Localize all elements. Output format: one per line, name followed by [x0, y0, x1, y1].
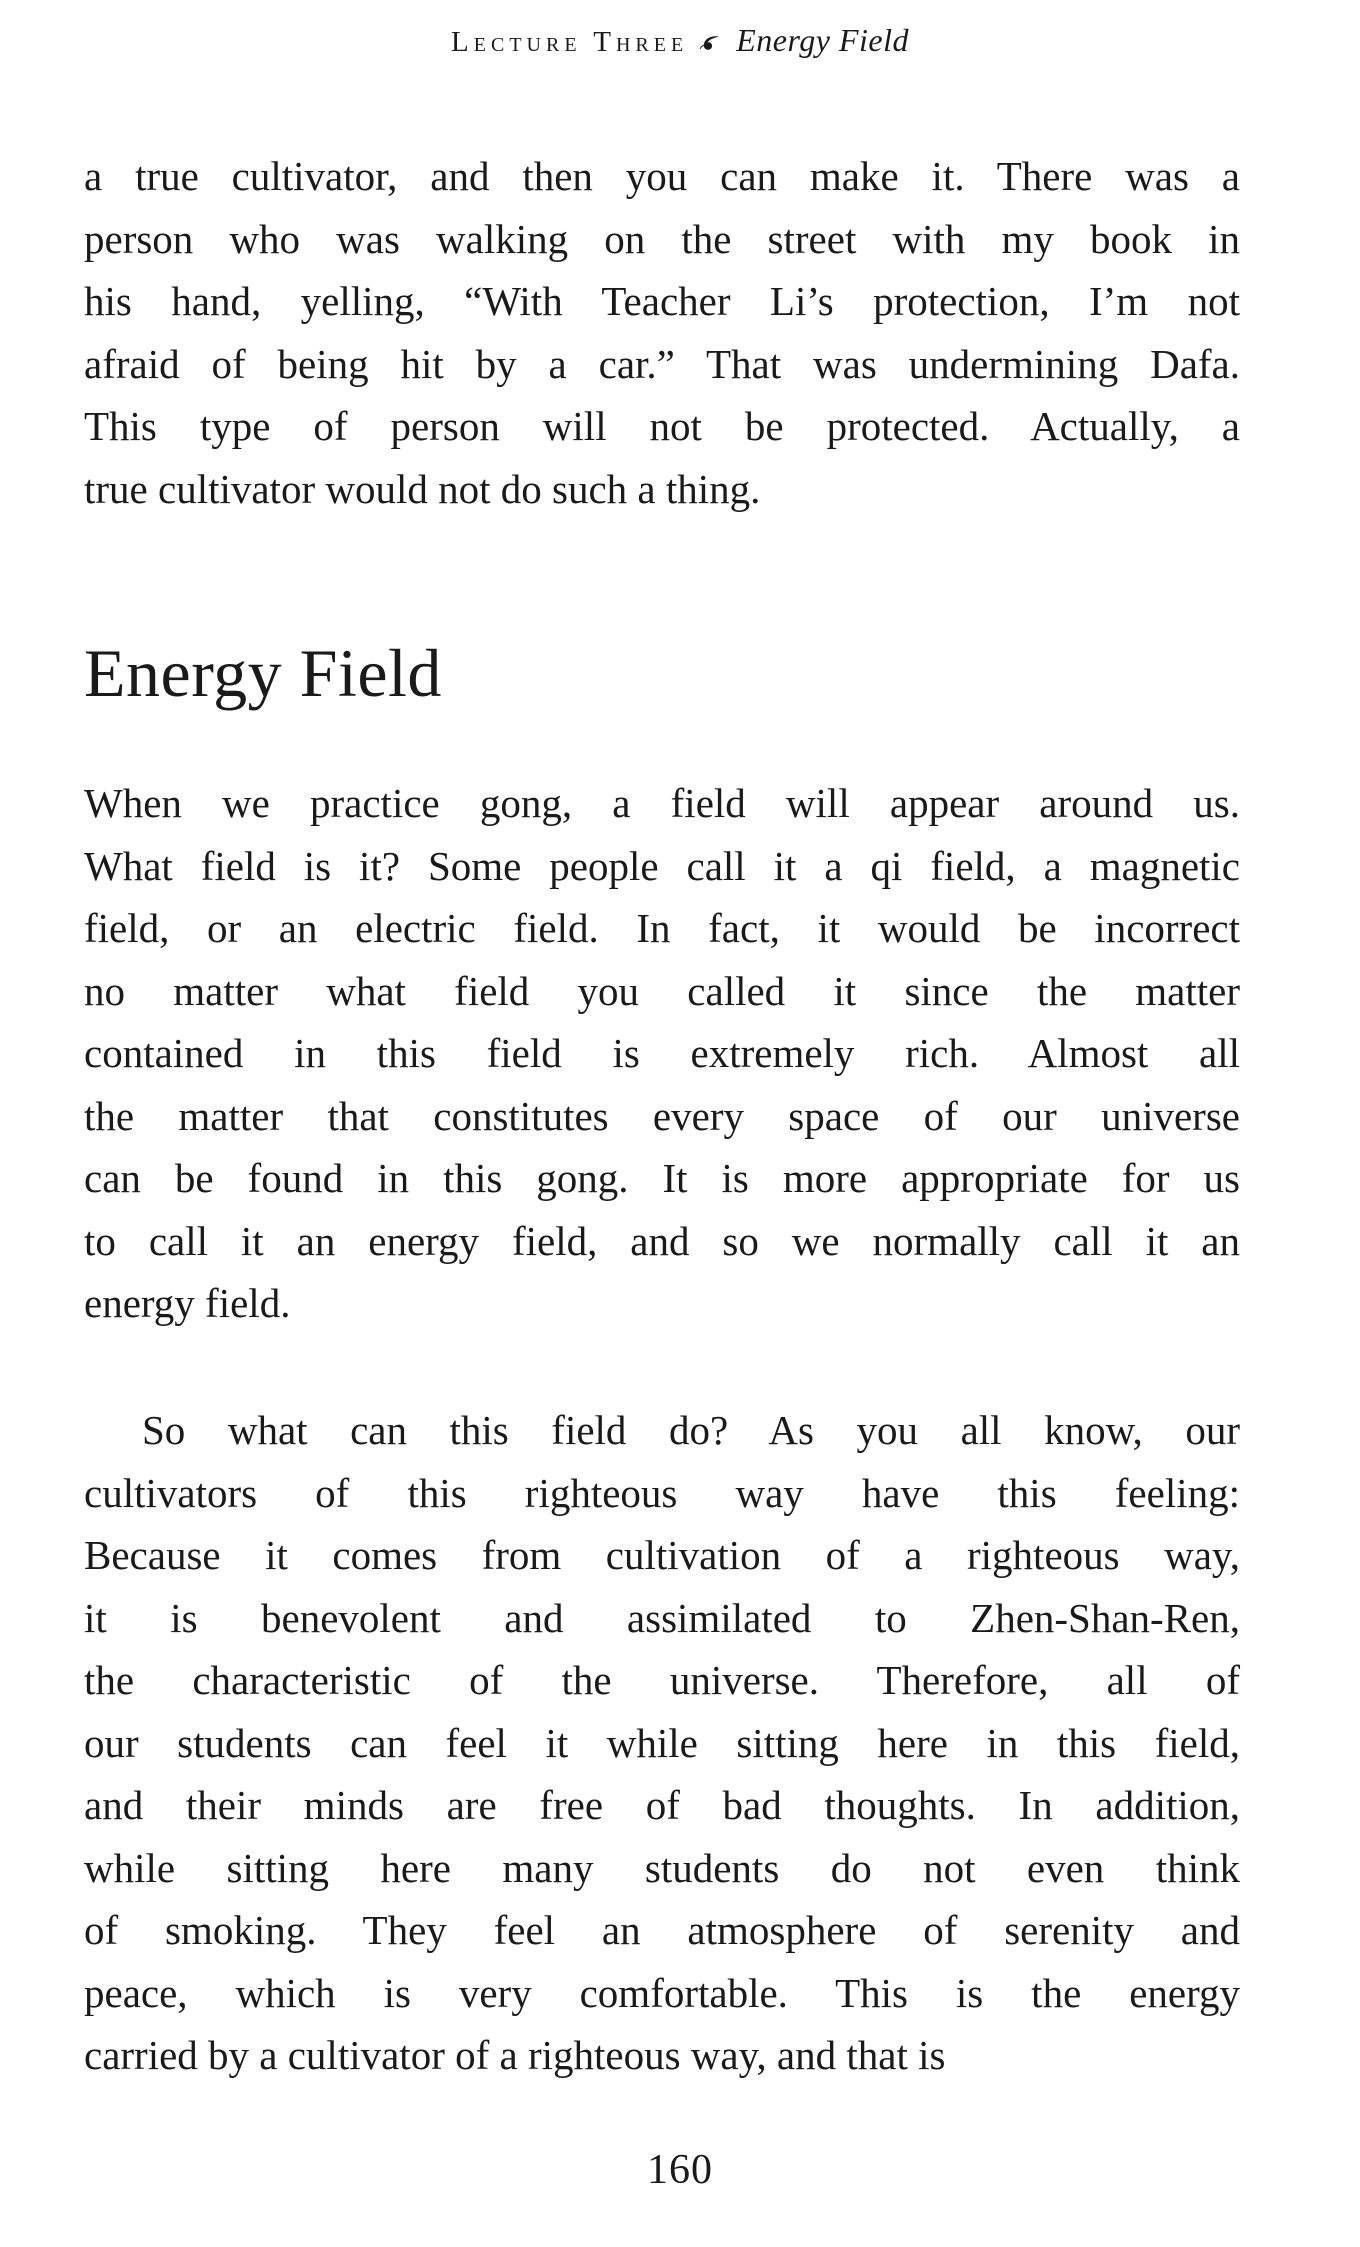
text-line: field, or an electric field. In fact, it would be incorrect: [84, 905, 1240, 951]
paragraph-3: [84, 1399, 1240, 2087]
text-line: contained in this field is extremely rich. Almost all: [84, 1030, 1240, 1076]
text-line: peace, which is very comfortable. This is the energy: [84, 1969, 1240, 2016]
text-line: a true cultivator, and then you can make it. There was a: [84, 153, 1240, 199]
text-line: carried by a cultivator of a righteous way, and that is: [84, 2032, 946, 2078]
text-line: and their minds are free of bad thoughts. In addition,: [84, 1782, 1240, 1828]
text-line: to call it an energy field, and so we normally call it an: [84, 1217, 1240, 1264]
page-number: 160: [647, 2147, 713, 2193]
text-line: energy field.: [84, 1280, 291, 1326]
paragraph-1: [84, 145, 1240, 520]
text-line: cultivators of this righteous way have this feeling:: [84, 1469, 1240, 1516]
text-line: can be found in this gong. It is more appropriate for us: [84, 1155, 1240, 1201]
text-line: So what can this field do? As you all know, our: [142, 1407, 1240, 1453]
text-line: When we practice gong, a field will appear around us.: [84, 780, 1240, 826]
text-line: person who was walking on the street with my book in: [84, 215, 1240, 262]
chapter-label: Lecture Three: [451, 26, 689, 58]
text-line: our students can feel it while sitting here in this field,: [84, 1719, 1240, 1766]
text-line: of smoking. They feel an atmosphere of serenity and: [84, 1907, 1240, 1953]
text-line: no matter what field you called it since the matter: [84, 967, 1240, 1014]
text-line: true cultivator would not do such a thing.: [84, 465, 761, 512]
text-line: it is benevolent and assimilated to Zhen-Shan-Ren,: [84, 1594, 1240, 1641]
text-line: What field is it? Some people call it a qi field, a magnetic: [84, 842, 1240, 889]
text-line: the characteristic of the universe. Therefore, all of: [84, 1657, 1240, 1703]
fleuron-icon: [698, 32, 722, 56]
text-line: afraid of being hit by a car.” That was undermining Dafa.: [84, 340, 1240, 387]
text-line: while sitting here many students do not even think: [84, 1844, 1240, 1891]
text-line: Because it comes from cultivation of a righteous way,: [84, 1532, 1240, 1578]
text-line: his hand, yelling, “With Teacher Li’s protection, I’m not: [84, 278, 1240, 324]
paragraph-2: [84, 772, 1240, 1335]
text-line: This type of person will not be protected. Actually, a: [84, 403, 1240, 449]
section-label: Energy Field: [736, 22, 909, 58]
text-line: the matter that constitutes every space of our universe: [84, 1092, 1240, 1139]
section-heading: Energy Field: [84, 635, 442, 711]
running-header: [0, 22, 1360, 59]
